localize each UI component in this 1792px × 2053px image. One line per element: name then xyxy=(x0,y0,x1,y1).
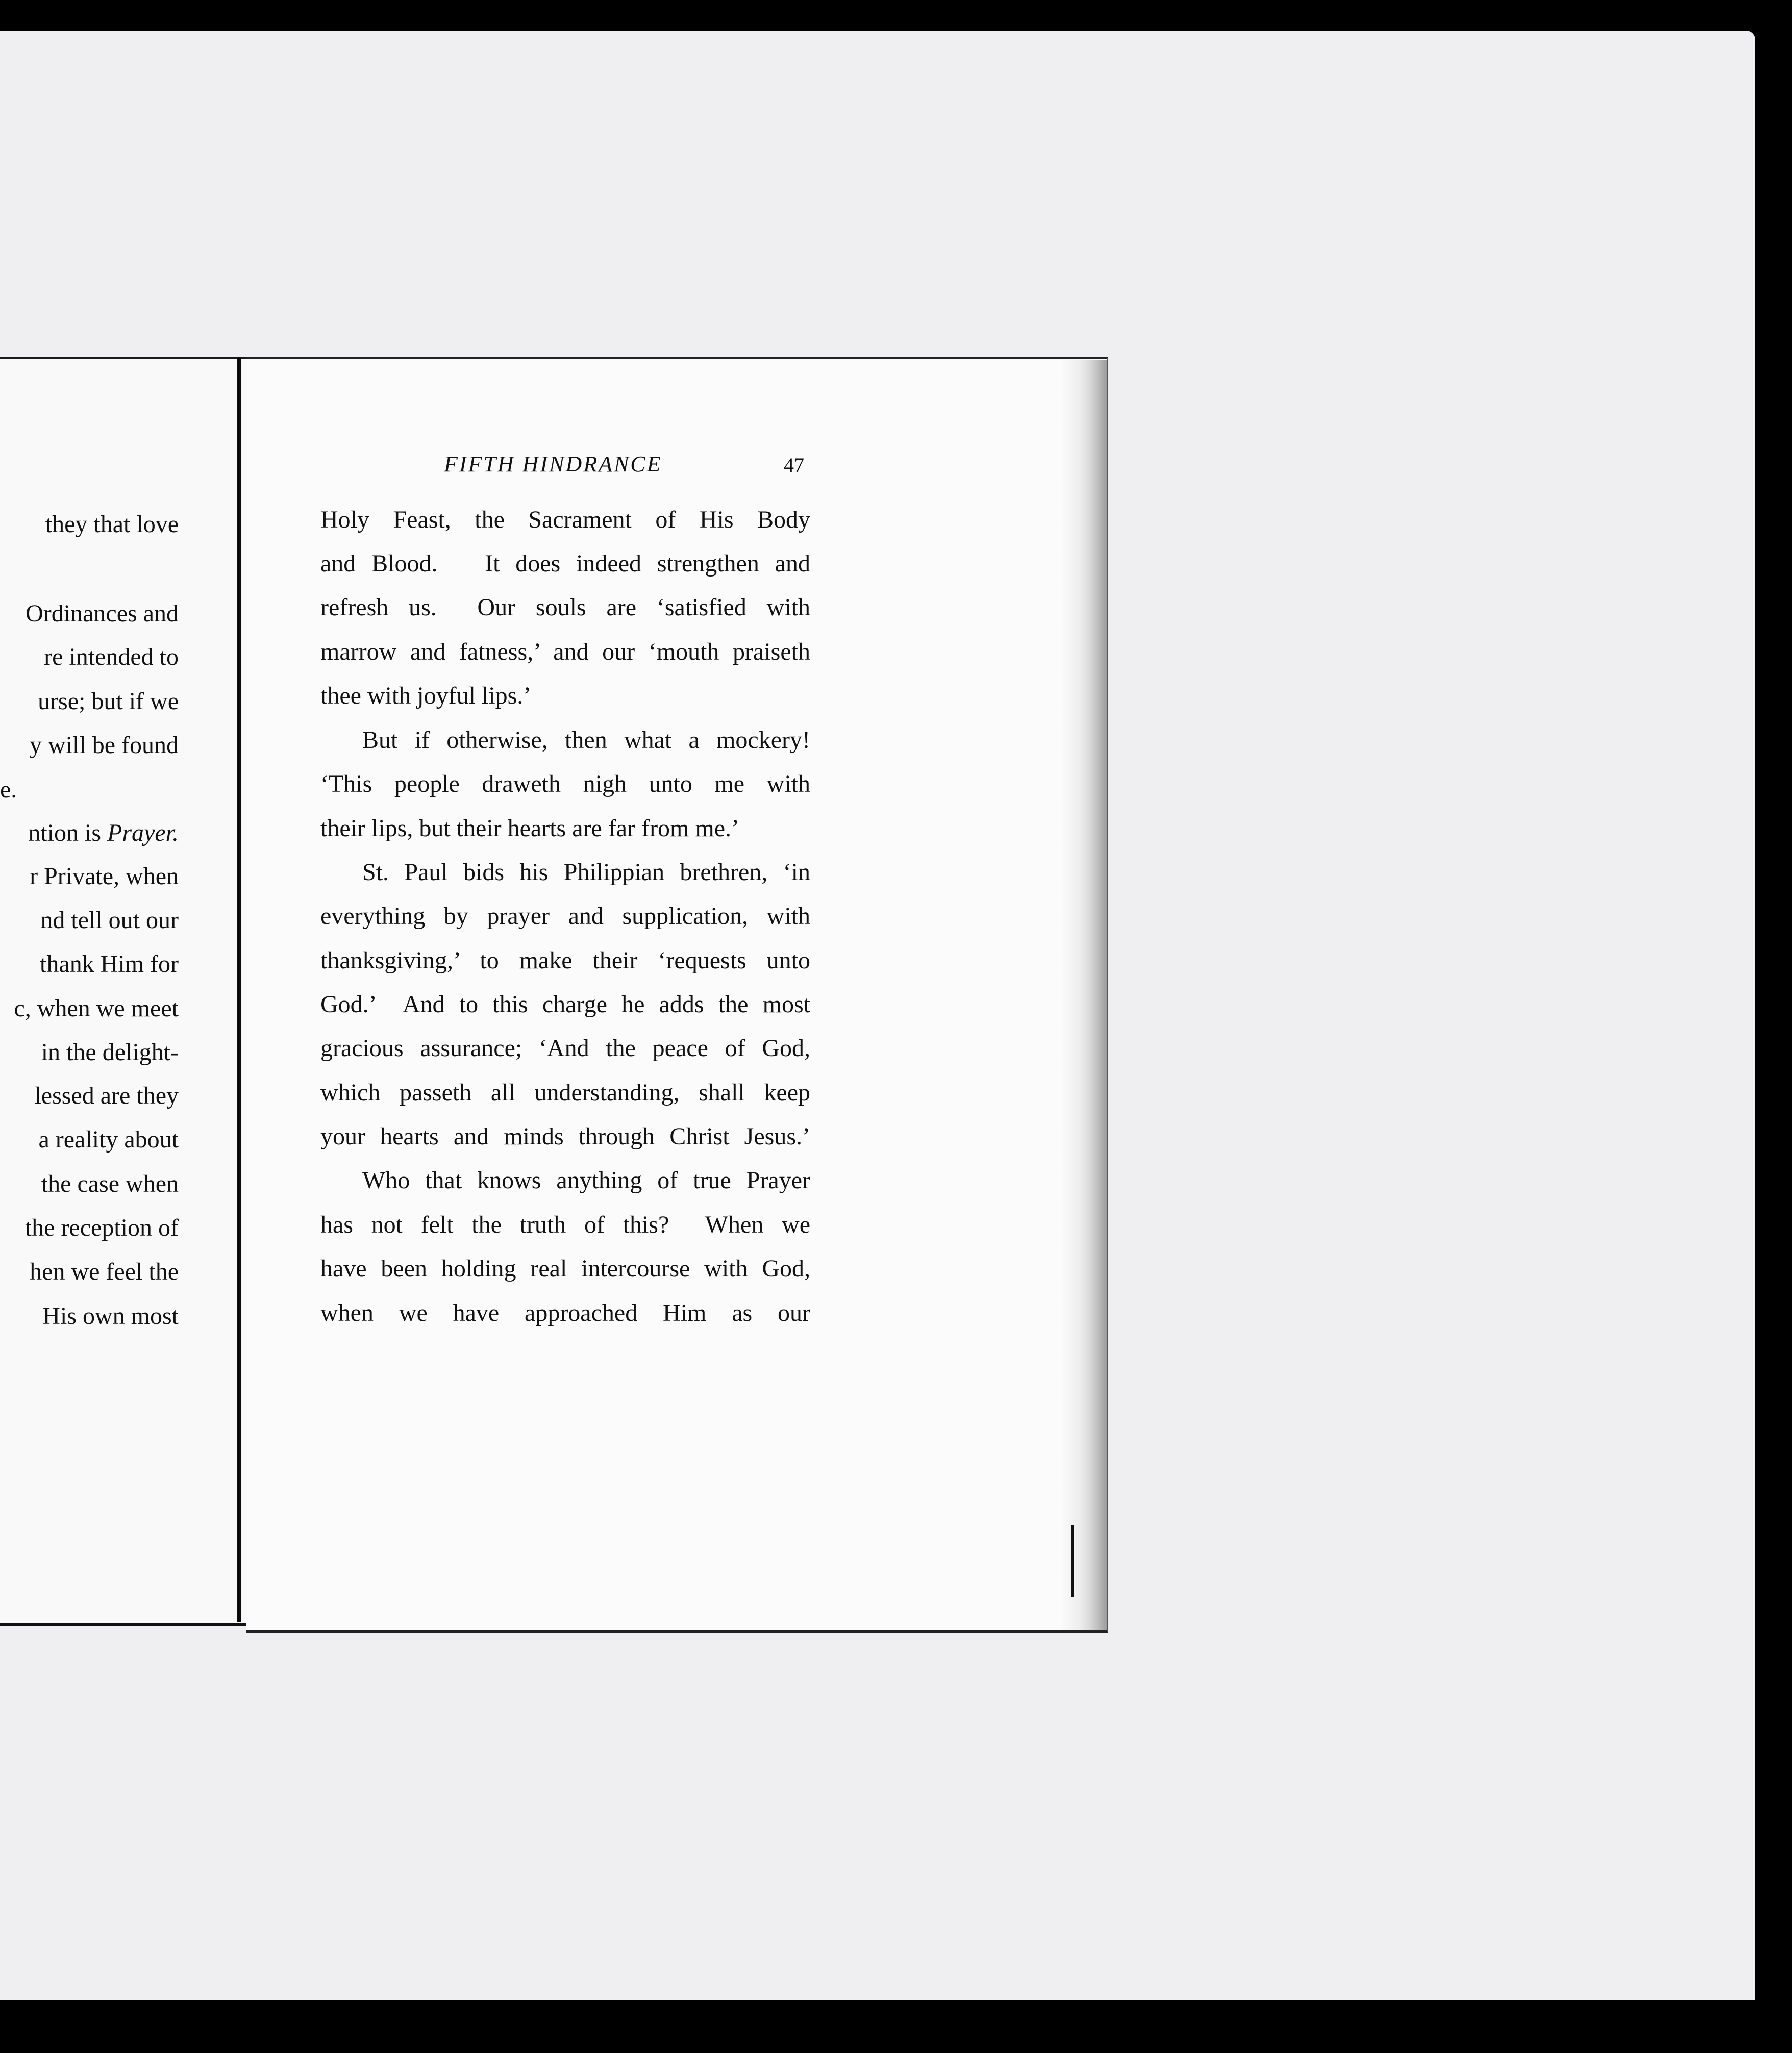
body-line-15: your hearts and minds through Christ Jesus.’ xyxy=(320,1123,810,1150)
body-line-4: marrow and fatness,’ and our ‘mouth praiseth xyxy=(320,638,810,665)
body-line-3: refresh us. Our souls are ‘satisfied with xyxy=(320,594,810,621)
page-number: 47 xyxy=(784,454,804,477)
left-line-18: His own most xyxy=(42,1303,179,1330)
left-line-9: nd tell out our xyxy=(40,907,179,934)
left-line-1: they that love xyxy=(45,511,179,538)
body-line-8: their lips, but their hearts are far from me.’ xyxy=(320,815,740,842)
left-line-6: e. xyxy=(0,776,17,803)
left-line-3: re intended to xyxy=(44,643,179,670)
left-line-10: thank Him for xyxy=(40,950,179,978)
left-line-4: urse; but if we xyxy=(38,688,179,715)
book-gutter xyxy=(237,357,241,1622)
left-line-8: r Private, when xyxy=(30,863,179,890)
body-line-2: and Blood. It does indeed strengthen and xyxy=(320,550,810,577)
page-edge-mark xyxy=(1071,1525,1074,1597)
body-line-1: Holy Feast, the Sacrament of His Body xyxy=(320,506,810,533)
left-line-11: c, when we meet xyxy=(14,995,179,1022)
body-line-6: But if otherwise, then what a mockery! xyxy=(362,727,810,754)
left-page xyxy=(0,357,246,1626)
left-line-5: y will be found xyxy=(30,732,179,759)
left-line-14: a reality about xyxy=(38,1126,179,1153)
body-line-5: thee with joyful lips.’ xyxy=(320,682,532,709)
body-line-10: everything by prayer and supplication, with xyxy=(320,903,810,930)
left-line-12: in the delight- xyxy=(41,1039,179,1066)
body-line-11: thanksgiving,’ to make their ‘requests unto xyxy=(320,947,810,974)
body-line-12: God.’ And to this charge he adds the most xyxy=(320,991,810,1018)
body-line-14: which passeth all understanding, shall keep xyxy=(320,1079,810,1106)
page-edge-shadow xyxy=(1061,360,1107,1630)
italic-word-prayer: Prayer. xyxy=(107,819,179,846)
body-line-7: ‘This people draweth nigh unto me with xyxy=(320,770,810,797)
left-line-7: ntion is Prayer. xyxy=(28,819,179,846)
body-line-18: have been holding real intercourse with God, xyxy=(320,1255,810,1282)
running-head: FIFTH HINDRANCE xyxy=(444,452,662,477)
left-line-16: the reception of xyxy=(24,1214,179,1241)
left-line-15: the case when xyxy=(41,1170,179,1197)
body-line-17: has not felt the truth of this? When we xyxy=(320,1211,810,1238)
left-line-13: lessed are they xyxy=(34,1082,179,1109)
body-line-13: gracious assurance; ‘And the peace of God, xyxy=(320,1035,810,1062)
body-line-16: Who that knows anything of true Prayer xyxy=(362,1167,810,1194)
left-line-2: Ordinances and xyxy=(26,600,179,627)
body-line-19: when we have approached Him as our xyxy=(320,1299,810,1326)
body-line-9: St. Paul bids his Philippian brethren, ‘in xyxy=(362,859,810,886)
left-line-17: hen we feel the xyxy=(30,1258,179,1285)
